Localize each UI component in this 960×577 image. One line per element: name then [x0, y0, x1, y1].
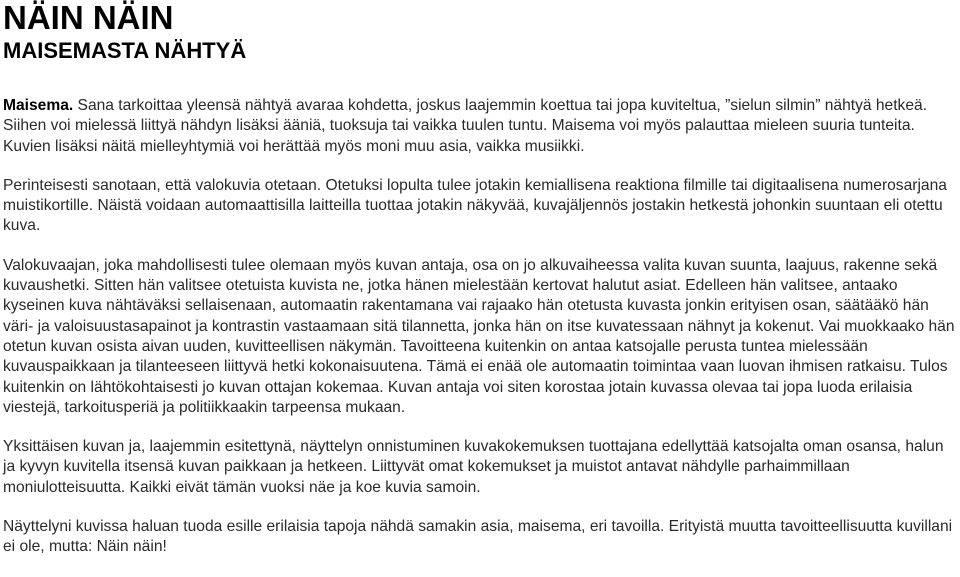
paragraph-katsoja: Yksittäisen kuvan ja, laajemmin esitettynä, näyttelyn onnistuminen kuvakokemuksen tuottajana edellyttää katsojalta oman osansa, halun ja kyvyn kuvitella itsensä kuvan paikkaan ja hetkeen. Liittyvät omat kokemukset ja muistot antavat nähdylle parhaimmillaan moniulotteisuutta. Kaikki eivät tämän vuoksi näe ja koe kuvia samoin. [3, 438, 944, 496]
document-page [3, 0, 959, 577]
paragraph-maisema [3, 96, 959, 157]
paragraph-valokuvaaja: Valokuvaajan, joka mahdollisesti tulee olemaan myös kuvan antaja, osa on jo alkuvaiheessa valita kuvan suunta, laajuus, rakenne sekä kuvaushetki. Sitten hän valitsee otetuista kuvista ne, jotka hänen mielestään kertovat halutut asiat. Edelleen hän valitsee, antaako kyseinen kuva nähtäväksi sellaisenaan, automaatin rakentamana vai rajaako hän otetusta kuvasta jonkin erityisen osan, säätääkö hän väri- ja valoisuustasapainot ja kontrastin vastaamaan sitä tilannetta, jonka hän on itse kuvatessaan nähnyt ja kokenut. Vai muokkaako hän otetun kuvan osista aivan uuden, kuvitteellisen näkymän. Tavoitteena kuitenkin on antaa katsojalle perusta tuntea mielessään kuvauspaikkaan ja tilanteeseen liittyvä hetki kokonaisuutena. Tämä ei enää ole automaatin toimintaa vaan luovan ihmisen ratkaisu. Tulos kuitenkin on lähtökohtaisesti jo kuvan ottajan kokemaa. Kuvan antaja voi siten korostaa jotain kuvassa olevaa tai jopa luoda erilaisia viestejä, tarkoitusperiä ja politiikkaakin tarpeensa mukaan. [3, 256, 955, 416]
paragraph-valokuvat: Perinteisesti sanotaan, että valokuvia otetaan. Otetuksi lopulta tulee jotakin kemiallisena reaktiona filmille tai digitaalisena numerosarjana muistikortille. Näistä voidaan automaattisilla laitteilla tuottaa jotakin näkyvää, kuvajäljennös jostakin hetkestä johonkin suuntaan eli otettu kuva. [3, 176, 947, 235]
paragraph-lead: Maisema. [3, 97, 74, 114]
paragraph-text: Sana tarkoittaa yleensä nähtyä avaraa kohdetta, joskus laajemmin koettua tai jopa kuviteltua, ”sielun silmin” nähtyä hetkeä. Siihen voi mielessä liittyä nähdyn lisäksi ääniä, tuoksuja tai vaikka tuulen tuntu. Maisema voi myös palauttaa mieleen suuria tunteita. Kuvien lisäksi näitä mielleyhtymiä voi herättää myös moni muu asia, vaikka musiikki. [3, 97, 928, 155]
paragraph-nayttely: Näyttelyni kuvissa haluan tuoda esille erilaisia tapoja nähdä samakin asia, maisema, eri tavoilla. Erityistä muutta tavoitteellisuutta kuvillani ei ole, mutta: Näin näin! [3, 518, 953, 556]
page-subtitle: MAISEMASTA NÄHTYÄ [3, 38, 247, 63]
page-title: NÄIN NÄIN [3, 0, 174, 36]
document-body [3, 96, 959, 558]
